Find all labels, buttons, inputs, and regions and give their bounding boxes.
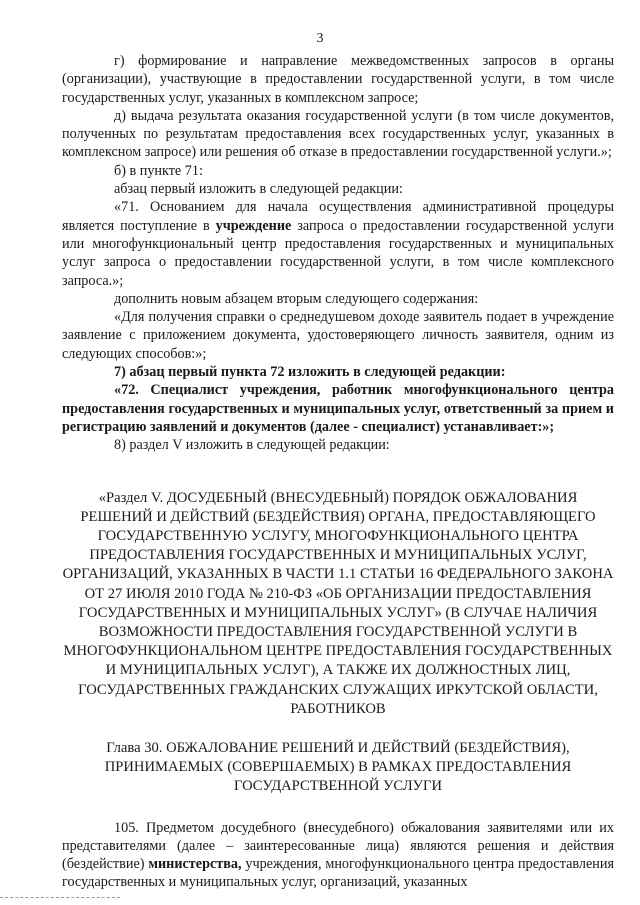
paragraph-first-abzac: абзац первый изложить в следующей редакции: (114, 181, 403, 198)
paragraph-7-item72: 7) абзац первый пункта 72 изложить в следующей редакции: (114, 364, 506, 381)
paragraph-71-bold: учреждение (215, 217, 292, 234)
paragraph-8-section5: 8) раздел V изложить в следующей редакции: (114, 437, 390, 454)
footnote-line (0, 897, 120, 899)
paragraph-add-abzac: дополнить новым абзацем вторым следующего содержания: (114, 290, 479, 307)
paragraph-71-end: запроса о предоставлении государственной услуги или многофункциональный центр предоставления государственных и муниципальных услуг запроса о предоставлении государственной услуги, в том числе комплексного запроса.»; (62, 217, 614, 289)
document-body (62, 52, 614, 892)
paragraph-b-item71: б) в пункте 71: (114, 162, 203, 179)
paragraph-g: г) формирование и направление межведомственных запросов в органы (организации), участвующие в предоставлении государственной услуги, в том числе государственных услуг, указанных в комплексном запросе; (62, 53, 614, 106)
paragraph-105-bold: министерства, (148, 856, 242, 873)
paragraph-71 (62, 198, 614, 289)
paragraph-105 (62, 819, 614, 892)
section-title: «Раздел V. ДОСУДЕБНЫЙ (ВНЕСУДЕБНЫЙ) ПОРЯДОК ОБЖАЛОВАНИЯ РЕШЕНИЙ И ДЕЙСТВИЙ (БЕЗДЕЙСТВИЯ) ОРГАНА, ПРЕДОСТАВЛЯЮЩЕГО ГОСУДАРСТВЕННУЮ УСЛУГУ, МНОГОФУНКЦИОНАЛЬНОГО ЦЕНТРА ПРЕДОСТАВЛЕНИЯ ГОСУДАРСТВЕННЫХ И МУНИЦИПАЛЬНЫХ УСЛУГ, ОРГАНИЗАЦИЙ, УКАЗАННЫХ В ЧАСТИ 1.1 СТАТЬИ 16 ФЕДЕРАЛЬНОГО ЗАКОНА ОТ 27 ИЮЛЯ 2010 ГОДА № 210-ФЗ «ОБ ОРГАНИЗАЦИИ ПРЕДОСТАВЛЕНИЯ ГОСУДАРСТВЕННЫХ И МУНИЦИПАЛЬНЫХ УСЛУГ» (В СЛУЧАЕ НАЛИЧИЯ ВОЗМОЖНОСТИ ПРЕДОСТАВЛЕНИЯ ГОСУДАРСТВЕННОЙ УСЛУГИ В МНОГОФУНКЦИОНАЛЬНОМ ЦЕНТРЕ ПРЕДОСТАВЛЕНИЯ ГОСУДАРСТВЕННЫХ И МУНИЦИПАЛЬНЫХ УСЛУГ), А ТАКЖЕ ИХ ДОЛЖНОСТНЫХ ЛИЦ, ГОСУДАРСТВЕННЫХ ГРАЖДАНСКИХ СЛУЖАЩИХ ИРКУТСКОЙ ОБЛАСТИ, РАБОТНИКОВ (62, 489, 614, 717)
paragraph-d: д) выдача результата оказания государственной услуги (в том числе документов, полученных по результатам предоставления всех государственных услуг, указанных в комплексном запросе) или решения об отказе в предоставлении государственной услуги.»; (62, 107, 614, 161)
paragraph-105-start: 105. Предметом досудебного (внесудебного) обжалования заявителями или их представителями (далее – заинтересованные лица) являются решения и действия (бездействие) (62, 819, 614, 873)
chapter-title: Глава 30. ОБЖАЛОВАНИЕ РЕШЕНИЙ И ДЕЙСТВИЙ (БЕЗДЕЙСТВИЯ), ПРИНИМАЕМЫХ (СОВЕРШАЕМЫХ) В РАМКАХ ПРЕДОСТАВЛЕНИЯ ГОСУДАРСТВЕННОЙ УСЛУГИ (104, 739, 572, 795)
paragraph-spravka: «Для получения справки о среднедушевом доходе заявитель подает в учреждение заявление с приложением документа, удостоверяющего личность заявителя, одним из следующих способов:»; (62, 309, 614, 362)
paragraph-105-end: учреждения, многофункционального центра предоставления государственных и муниципальных услуг, организаций, указанных (62, 856, 614, 891)
page-number: 3 (316, 31, 324, 46)
paragraph-71-start: «71. Основанием для начала осуществления административной процедуры является поступление в (62, 199, 614, 234)
paragraph-72: «72. Специалист учреждения, работник многофункционального центра предоставления государственных и муниципальных услуг, ответственный за прием и регистрацию заявлений и документов (далее - специалист) устанавливает:»; (62, 382, 614, 435)
